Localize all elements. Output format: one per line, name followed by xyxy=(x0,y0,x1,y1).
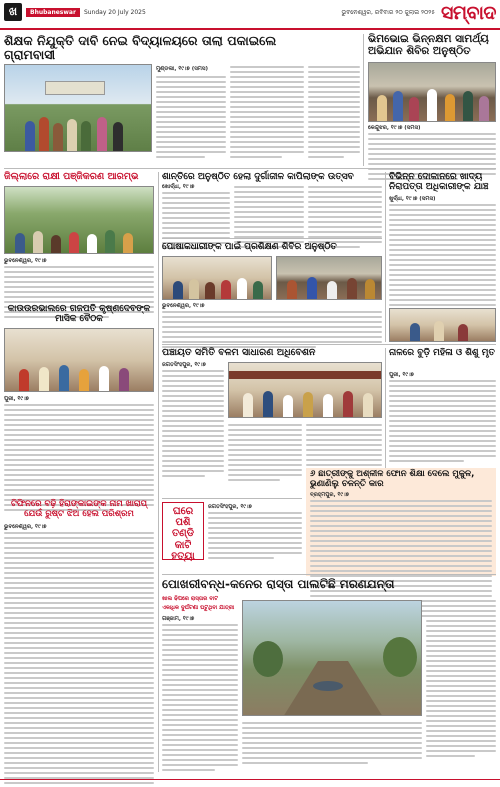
person-figure xyxy=(365,279,375,299)
person-figure xyxy=(363,393,373,417)
center-3-headline: ପଞ୍ଚାୟତ ସମିତି ବଳମ ସାଧାରଣ ଅଧିବେଶନ xyxy=(162,347,316,358)
person-figure xyxy=(59,365,69,391)
masthead-right xyxy=(341,2,496,24)
person-figure xyxy=(283,395,293,417)
person-figure xyxy=(205,282,215,299)
camp-photo xyxy=(368,62,496,122)
column-divider xyxy=(385,172,386,342)
lead-headline: ଶିକ୍ଷକ ନିଯୁକ୍ତି ଦାବି ନେଇ ବିଦ୍ୟାଳୟରେ ତାଲା ପକାଇଲେ ଗ୍ରାମବାସୀ xyxy=(4,33,277,62)
mid-right-headline: ବିଭିନ୍ନ ଦୋକାନରେ ଖାଦ୍ୟ ନିରାପତ୍ତା ଅଧିକାରୀଙ୍କ ଯାଞ୍ଚ xyxy=(389,172,489,193)
mid-left-headline: ଜିଲ୍ଲାରେ ରାକ୍ଷୀ ପଞ୍ଜିକରଣ ଆରମ୍ଭ xyxy=(4,171,139,182)
person-figure xyxy=(287,280,297,299)
lead-dateline: ମୁଣ୍ଡଲୀ, ୧୯।୭ (ସମସ) xyxy=(156,66,209,72)
person-figure xyxy=(19,369,29,391)
bottom-body-col2 xyxy=(242,722,422,767)
person-figure xyxy=(113,122,123,151)
column-divider xyxy=(385,348,386,468)
mid-center2-body xyxy=(162,311,382,351)
person-figure xyxy=(97,117,107,151)
left-3-body xyxy=(4,532,154,787)
mid-center-headline: ଶାନ୍ତିରେ ଅନୁଷ୍ଠିତ ହେଲା ଦୁର୍ଗାଜୀଳ କାପିଲାଙ୍କ ଉତ୍ସବ xyxy=(162,172,354,182)
assembly-photo xyxy=(228,362,382,418)
center-4-headline: ଘରେ ପଶି ତଣ୍ଡି କାଟି ହତ୍ୟା xyxy=(171,506,195,562)
bottom-headline: ପୋଖରୀବନ୍ଧ-କନେର ରାସ୍ତା ପାଲଟିଛି ମରଣଯନ୍ତା xyxy=(162,577,395,591)
person-figure xyxy=(393,91,403,121)
pothole-puddle xyxy=(313,681,343,691)
person-figure xyxy=(434,321,444,341)
section-logo-icon: ଖ xyxy=(4,3,22,21)
row-divider xyxy=(162,574,496,575)
person-figure xyxy=(409,97,419,121)
person-figure xyxy=(463,91,473,121)
bottom-body-col3 xyxy=(426,600,496,760)
meeting-photo xyxy=(4,328,154,392)
person-figure xyxy=(410,323,420,341)
left-3-headline: ଟିଫିନରେ ବଢ଼ି ହିରାଙ୍କାଇଙ୍କ ନାମ ଖାରାପ୍ ଯେଉଁ ରୁଷ୍ଟ ଝିଅ ହେଲ ପରିଶ୍ରମ xyxy=(10,499,148,519)
lead-body-text-col2 xyxy=(230,66,304,161)
person-figure xyxy=(39,117,49,151)
row-divider xyxy=(162,498,302,499)
person-figure xyxy=(237,278,247,299)
person-figure xyxy=(123,233,133,253)
training-photo-2 xyxy=(276,256,382,300)
right-4-headline: ୬ ଛାତ୍ରୀଙ୍କୁ ଅଶ୍ଳୀଳ ଫୋନ ଶିକ୍ଷା ଦେଲେ ମୁକୁଳ, ଭୁଣାଣିଲୁ ଚଳନ୍ତି କାର xyxy=(310,469,475,489)
person-figure xyxy=(327,281,337,299)
right-top-dateline: କେନ୍ଦୁଝର, ୧୯।୭ (ସମସ) xyxy=(368,125,421,131)
person-figure xyxy=(307,277,317,299)
lead-body-text-col3 xyxy=(308,66,360,161)
school-signboard xyxy=(45,81,105,95)
person-figure xyxy=(377,95,387,121)
person-figure xyxy=(263,391,273,417)
shop-inspection-photo xyxy=(389,308,496,342)
person-figure xyxy=(343,391,353,417)
mid-center2-headline: ପୋଷାକଧାରୀଙ୍କ ପାଇଁ ପ୍ରଶିକ୍ଷଣ ଶିବିର ଅନୁଷ୍ଠିତ xyxy=(162,242,337,252)
left-3-dateline: ଭୁବନେଶ୍ୱର, ୧୯।୭ xyxy=(4,524,47,530)
center-3-body-col2 xyxy=(228,424,302,484)
person-figure xyxy=(87,234,97,253)
field-photo xyxy=(4,186,154,254)
mid-left-dateline: ଭୁବନେଶ୍ୱର, ୧୯।୭ xyxy=(4,258,47,264)
right-4-dateline: ବ୍ରହ୍ମପୁର, ୧୯।୭ xyxy=(310,492,349,498)
person-figure xyxy=(81,121,91,151)
person-figure xyxy=(105,230,115,253)
mid-center-dateline: ଖୋର୍ଦ୍ଧା, ୧୯।୭ xyxy=(162,184,195,190)
person-figure xyxy=(479,96,489,121)
masthead-left xyxy=(4,3,146,21)
bottom-sub1: ଖାଲ ଢିପରେ ରାସ୍ତାର ବାଟ xyxy=(162,596,219,602)
row-divider xyxy=(162,238,382,239)
person-figure xyxy=(67,119,77,151)
row-divider xyxy=(162,344,496,345)
right-3-body xyxy=(389,380,496,465)
center-3-dateline: ଜଗତସିଂହପୁର, ୧୯।୭ xyxy=(162,362,206,368)
person-figure xyxy=(445,94,455,121)
city-label: Bhubaneswar xyxy=(26,8,80,17)
person-figure xyxy=(347,278,357,299)
english-date: Sunday 20 July 2025 xyxy=(83,8,146,16)
column-divider xyxy=(158,172,159,772)
person-figure xyxy=(427,89,437,121)
person-figure xyxy=(69,232,79,253)
person-figure xyxy=(119,368,129,391)
person-figure xyxy=(79,369,89,391)
person-figure xyxy=(323,394,333,417)
masthead xyxy=(0,0,500,30)
person-figure xyxy=(99,366,109,391)
left-2-dateline: ପୁରୀ, ୧୯।୭ xyxy=(4,396,29,402)
person-figure xyxy=(33,231,43,253)
bottom-body xyxy=(162,624,238,774)
newspaper-brand: ସମ୍ବାଦ xyxy=(441,2,496,24)
person-figure xyxy=(173,281,183,299)
person-figure xyxy=(53,123,63,151)
lead-body-text xyxy=(156,76,226,161)
damaged-road-photo xyxy=(242,600,422,716)
mid-center2-dateline: ଭୁବନେଶ୍ୱର, ୧୯।୭ xyxy=(162,303,205,309)
center-4-body xyxy=(208,512,302,562)
row-divider xyxy=(4,168,496,169)
center-4-dateline: ଜଗତସିଂହପୁର, ୧୯।୭ xyxy=(208,504,252,510)
person-figure xyxy=(243,393,253,417)
left-2-body xyxy=(4,404,154,514)
mid-right-dateline: ଖୁର୍ଦ୍ଧା, ୧୯।୭ (ସମସ) xyxy=(389,196,436,202)
person-figure xyxy=(303,392,313,417)
column-divider xyxy=(363,34,364,166)
center-3-body xyxy=(162,370,224,480)
tree xyxy=(383,637,417,677)
person-figure xyxy=(253,281,263,299)
person-figure xyxy=(15,233,25,253)
person-figure xyxy=(189,279,199,299)
person-figure xyxy=(221,280,231,299)
odia-date: ଭୁବନେଶ୍ୱର, ରବିବାର ୨୦ ଜୁଲାଇ ୨୦୨୫ xyxy=(341,9,436,16)
right-top-headline: ଭିମଭୋଇ ଭିନ୍ନକ୍ଷମ ସାମର୍ଥ୍ୟ ଅଭିଯାନ ଶିବିର ଅନୁଷ୍ଠିତ xyxy=(368,33,489,57)
training-photo xyxy=(162,256,272,300)
person-figure xyxy=(458,324,468,341)
lead-photo-school xyxy=(4,64,152,152)
person-figure xyxy=(25,121,35,151)
right-3-dateline: ପୁରୀ, ୧୯।୭ xyxy=(389,372,414,378)
left-2-headline: କାଉଉରଭାଲରେ ଗଜପତି କୃଷ୍ଣଦେବଙ୍କ ମାସିକ ବୈଠକ xyxy=(7,304,151,325)
tree xyxy=(253,641,283,677)
bottom-dateline: ଗଞ୍ଜାମ, ୧୯।୭ xyxy=(162,616,195,622)
right-3-headline: ନାଳରେ ବୁଡ଼ି ମହିଳା ଓ ଶିଶୁ ମୃତ xyxy=(389,348,495,358)
person-figure xyxy=(51,235,61,253)
bottom-sub2: ଏକାଧିକ ଦୁର୍ଘଟଣା ଘଟୁଥିବା ଯାତ୍ରୀ xyxy=(162,605,235,611)
page-footer xyxy=(0,779,500,787)
stage-banner xyxy=(229,371,382,379)
person-figure xyxy=(39,367,49,391)
